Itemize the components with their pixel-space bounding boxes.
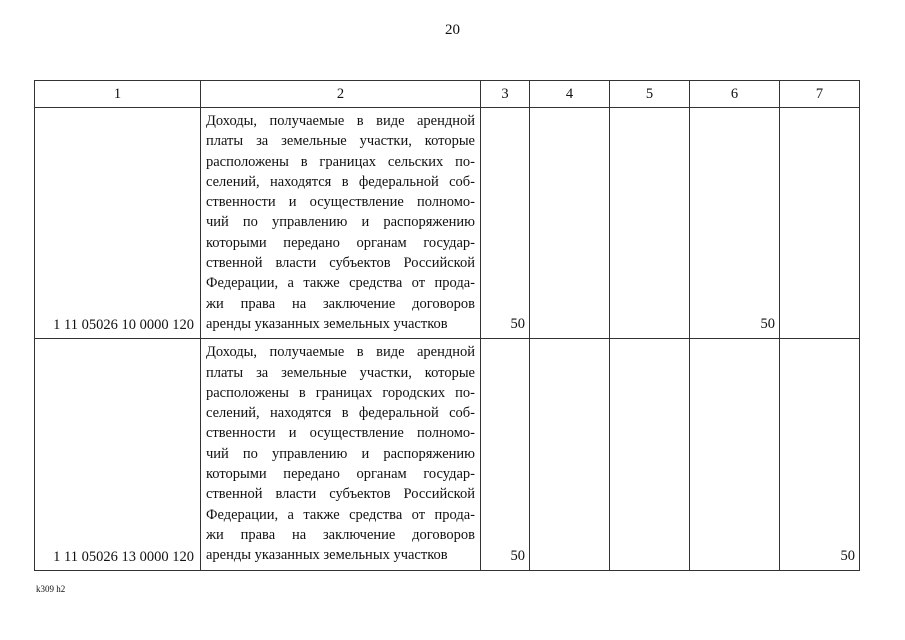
description-line: селений, находятся в федеральной соб-: [206, 405, 475, 422]
table-row: [35, 108, 860, 339]
description-line: Федерации, а также средства от прода-: [206, 506, 475, 523]
description-line: селений, находятся в федеральной соб-: [206, 173, 475, 190]
value-col-4: [530, 339, 610, 570]
description-line: ственности и осуществление полномо-: [206, 194, 475, 211]
description-line: ственной власти субъектов Российской: [206, 255, 475, 272]
description-line: которыми передано органам государ-: [206, 466, 475, 483]
description-line: Федерации, а также средства от прода-: [206, 275, 475, 292]
description-line: чий по управлению и распоряжению: [206, 214, 475, 231]
value-col-3: 50: [481, 108, 530, 339]
header-row: [35, 81, 860, 108]
description-line: платы за земельные участки, которые: [206, 133, 475, 150]
description-line: платы за земельные участки, которые: [206, 364, 475, 381]
value-col-3: 50: [481, 339, 530, 570]
description-line: аренды указанных земельных участков: [206, 547, 448, 564]
value-col-5: [610, 108, 690, 339]
description-line: расположены в границах сельских по-: [206, 153, 475, 170]
description-line: жи права на заключение договоров: [206, 295, 475, 312]
description-line: ственности и осуществление полномо-: [206, 425, 475, 442]
description-cell: [201, 108, 481, 339]
header-col-1: 1: [35, 81, 201, 108]
value-col-6: 50: [690, 108, 780, 339]
description-line: жи права на заключение договоров: [206, 526, 475, 543]
budget-code-cell: 1 11 05026 13 0000 120: [35, 339, 201, 570]
header-col-4: 4: [530, 81, 610, 108]
header-col-7: 7: [780, 81, 860, 108]
header-col-5: 5: [610, 81, 690, 108]
budget-code-cell: 1 11 05026 10 0000 120: [35, 108, 201, 339]
description-line: ственной власти субъектов Российской: [206, 486, 475, 503]
description-line: аренды указанных земельных участков: [206, 315, 448, 332]
budget-table: [34, 80, 860, 571]
description-line: Доходы, получаемые в виде арендной: [206, 344, 475, 361]
description-line: расположены в границах городских по-: [206, 384, 475, 401]
table-row: [35, 339, 860, 570]
value-col-7: [780, 108, 860, 339]
page-number: 20: [445, 22, 460, 38]
description-line: Доходы, получаемые в виде арендной: [206, 113, 475, 129]
header-col-6: 6: [690, 81, 780, 108]
value-col-4: [530, 108, 610, 339]
footer-document-code: k309 h2: [36, 584, 66, 594]
value-col-5: [610, 339, 690, 570]
value-col-6: [690, 339, 780, 570]
value-col-7: 50: [780, 339, 860, 570]
description-line: чий по управлению и распоряжению: [206, 445, 475, 462]
header-col-2: 2: [201, 81, 481, 108]
description-line: которыми передано органам государ-: [206, 234, 475, 251]
description-cell: [201, 339, 481, 570]
header-col-3: 3: [481, 81, 530, 108]
